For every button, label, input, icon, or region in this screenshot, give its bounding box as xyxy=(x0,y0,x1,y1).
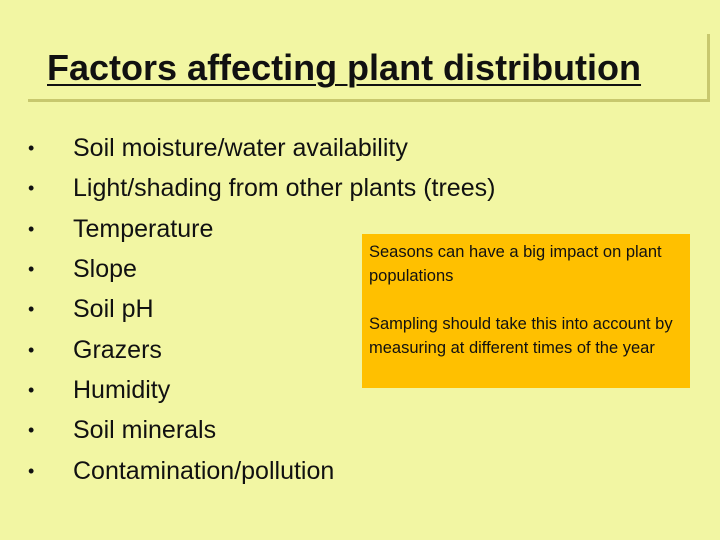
bullet-icon: • xyxy=(28,178,35,199)
list-item xyxy=(28,450,495,490)
bullet-text: Grazers xyxy=(73,335,162,364)
note-callout xyxy=(362,234,690,388)
bullet-text: Light/shading from other plants (trees) xyxy=(73,174,496,203)
bullet-icon: • xyxy=(28,420,35,441)
list-item xyxy=(28,168,495,208)
bullet-icon: • xyxy=(28,218,35,239)
bullet-icon: • xyxy=(28,339,35,360)
bullet-icon: • xyxy=(28,259,35,280)
bullet-text: Slope xyxy=(73,255,137,284)
list-item xyxy=(28,128,495,168)
bullet-icon: • xyxy=(28,379,35,400)
bullet-icon: • xyxy=(28,299,35,320)
slide-title: Factors affecting plant distribution xyxy=(47,47,642,88)
bullet-text: Temperature xyxy=(73,214,214,243)
bullet-text: Soil minerals xyxy=(73,416,217,445)
note-paragraph-seasons: Seasons can have a big impact on plant populations xyxy=(369,243,662,285)
bullet-text: Soil pH xyxy=(73,295,154,324)
bullet-text: Humidity xyxy=(73,375,171,404)
bullet-text: Soil moisture/water availability xyxy=(73,134,408,163)
bullet-text: Contamination/pollution xyxy=(73,456,335,485)
list-item xyxy=(28,410,495,450)
note-paragraph-sampling: Sampling should take this into account by measuring at different times of the year xyxy=(369,315,673,357)
bullet-icon: • xyxy=(28,460,35,481)
bullet-icon: • xyxy=(28,138,35,159)
